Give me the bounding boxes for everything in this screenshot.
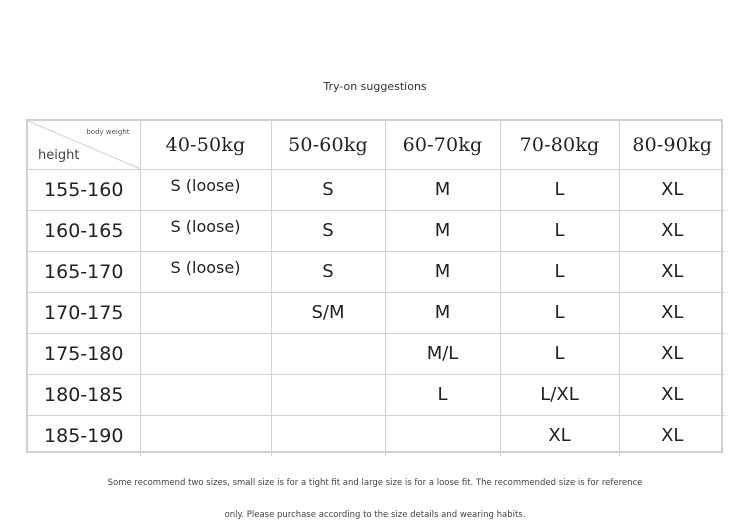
weight-header: 40-50kg xyxy=(140,121,271,169)
size-cell xyxy=(140,333,271,374)
corner-cell xyxy=(28,121,140,169)
size-cell xyxy=(140,292,271,333)
size-cell xyxy=(271,415,385,456)
size-cell xyxy=(271,333,385,374)
size-cell: S xyxy=(271,169,385,210)
height-cell: 175-180 xyxy=(28,333,140,374)
weight-header: 80-90kg xyxy=(619,121,725,169)
size-cell: M xyxy=(385,169,500,210)
size-cell: XL xyxy=(619,374,725,415)
footnote-line-1: Some recommend two sizes, small size is for a tight fit and large size is for a loose fit. The recommended size is for reference xyxy=(107,478,643,488)
table-row xyxy=(28,374,725,415)
size-cell: XL xyxy=(619,169,725,210)
size-cell xyxy=(385,415,500,456)
table-row xyxy=(28,251,725,292)
size-cell: S (loose) xyxy=(140,169,271,210)
height-label: height xyxy=(38,147,80,163)
size-table xyxy=(28,121,725,456)
size-cell: XL xyxy=(500,415,619,456)
size-cell: L xyxy=(500,210,619,251)
size-cell: S xyxy=(271,251,385,292)
size-cell xyxy=(140,415,271,456)
weight-header: 60-70kg xyxy=(385,121,500,169)
size-cell: XL xyxy=(619,251,725,292)
size-cell: S/M xyxy=(271,292,385,333)
height-cell: 170-175 xyxy=(28,292,140,333)
size-cell xyxy=(271,374,385,415)
height-cell: 160-165 xyxy=(28,210,140,251)
table-row xyxy=(28,333,725,374)
size-cell: M xyxy=(385,292,500,333)
size-cell: L xyxy=(500,292,619,333)
size-cell: L/XL xyxy=(500,374,619,415)
height-cell: 180-185 xyxy=(28,374,140,415)
weight-header: 70-80kg xyxy=(500,121,619,169)
size-cell: S xyxy=(271,210,385,251)
size-chart xyxy=(26,119,723,453)
size-cell xyxy=(140,374,271,415)
size-cell: L xyxy=(500,169,619,210)
size-cell: M xyxy=(385,251,500,292)
height-cell: 155-160 xyxy=(28,169,140,210)
body-weight-label: body weight xyxy=(86,128,130,136)
header-row xyxy=(28,121,725,169)
table-row xyxy=(28,210,725,251)
table-row xyxy=(28,169,725,210)
size-cell: XL xyxy=(619,333,725,374)
footnote-line-2: only. Please purchase according to the size details and wearing habits. xyxy=(224,510,526,520)
size-cell: L xyxy=(385,374,500,415)
height-cell: 185-190 xyxy=(28,415,140,456)
size-cell: S (loose) xyxy=(140,210,271,251)
weight-header: 50-60kg xyxy=(271,121,385,169)
table-row xyxy=(28,292,725,333)
size-cell: M/L xyxy=(385,333,500,374)
size-cell: S (loose) xyxy=(140,251,271,292)
page-title: Try-on suggestions xyxy=(323,80,427,93)
size-cell: L xyxy=(500,333,619,374)
size-cell: L xyxy=(500,251,619,292)
size-cell: XL xyxy=(619,210,725,251)
size-cell: XL xyxy=(619,415,725,456)
size-cell: M xyxy=(385,210,500,251)
height-cell: 165-170 xyxy=(28,251,140,292)
table-row xyxy=(28,415,725,456)
size-cell: XL xyxy=(619,292,725,333)
